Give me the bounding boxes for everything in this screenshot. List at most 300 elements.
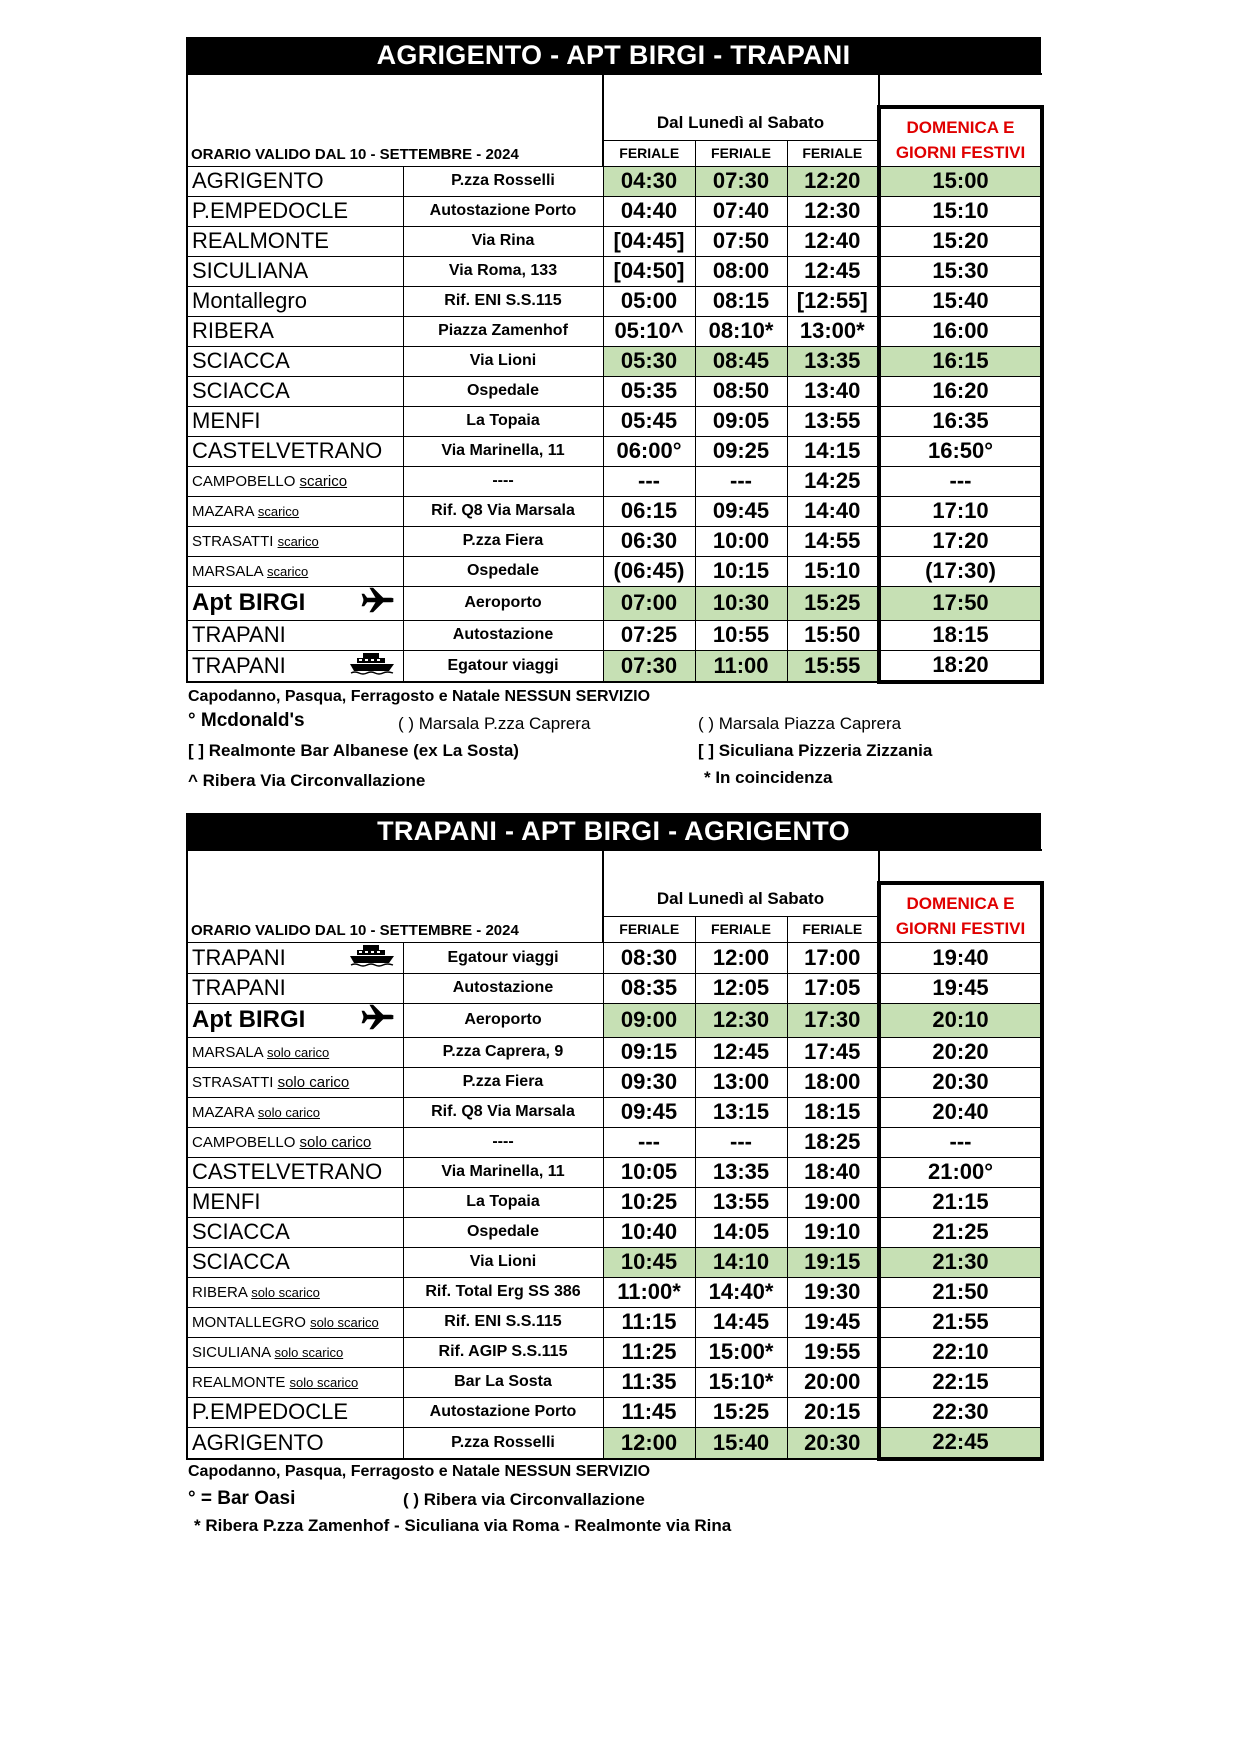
airplane-icon <box>361 587 395 620</box>
time-cell: 12:45 <box>787 256 879 286</box>
stop-name-wrap <box>192 1006 305 1034</box>
stop-name-wrap <box>192 168 324 194</box>
time-cell: 11:45 <box>603 1397 695 1427</box>
stop-name-wrap <box>192 198 348 224</box>
time-cell: 19:45 <box>787 1307 879 1337</box>
place-cell: Ospedale <box>403 376 603 406</box>
time-cell: [04:45] <box>603 226 695 256</box>
stop-name: SCIACCA <box>192 378 290 403</box>
stop-cell <box>187 620 403 650</box>
table-row <box>187 526 1042 556</box>
weekday-header: Dal Lunedì al Sabato <box>603 107 879 140</box>
ferry-icon <box>349 651 395 681</box>
col-feriale: FERIALE <box>695 140 787 166</box>
holiday-header-line1: DOMENICA E <box>879 107 1042 140</box>
stop-name-wrap <box>192 1074 349 1091</box>
time-cell: 06:15 <box>603 496 695 526</box>
stop-note: scarico <box>299 472 348 490</box>
note: * In coincidenza <box>704 768 833 787</box>
stop-cell <box>187 1157 403 1187</box>
time-cell: 07:50 <box>695 226 787 256</box>
holiday-time-cell: 21:55 <box>879 1307 1042 1337</box>
time-cell: 10:40 <box>603 1217 695 1247</box>
stop-cell-inner <box>192 975 403 1001</box>
time-cell: 20:00 <box>787 1367 879 1397</box>
table-row <box>187 1003 1042 1037</box>
time-cell: 15:00* <box>695 1337 787 1367</box>
col-feriale: FERIALE <box>603 140 695 166</box>
table-row <box>187 406 1042 436</box>
stop-name: SCIACCA <box>192 348 290 373</box>
time-cell: 08:45 <box>695 346 787 376</box>
time-cell: 12:00 <box>695 942 787 973</box>
time-cell: 09:05 <box>695 406 787 436</box>
stop-note: solo carico <box>299 1133 372 1151</box>
stop-name-wrap <box>192 438 382 464</box>
time-cell: 19:55 <box>787 1337 879 1367</box>
stop-name-wrap <box>192 589 305 617</box>
time-cell: 13:00 <box>695 1067 787 1097</box>
place-cell: La Topaia <box>403 1187 603 1217</box>
stop-name-wrap <box>192 408 260 434</box>
place-cell: Via Rina <box>403 226 603 256</box>
time-cell: --- <box>695 1127 787 1157</box>
holiday-time-cell: 18:20 <box>879 650 1042 682</box>
time-cell: 12:20 <box>787 166 879 196</box>
airplane-icon <box>361 1004 395 1037</box>
time-cell: 09:15 <box>603 1037 695 1067</box>
table-row <box>187 1097 1042 1127</box>
time-cell: 07:00 <box>603 586 695 620</box>
holiday-time-cell: 20:40 <box>879 1097 1042 1127</box>
stop-cell-inner <box>192 1314 403 1331</box>
stop-name-wrap <box>192 503 299 520</box>
stop-cell <box>187 526 403 556</box>
stop-cell <box>187 1067 403 1097</box>
time-cell: 10:15 <box>695 556 787 586</box>
holiday-time-cell: 20:10 <box>879 1003 1042 1037</box>
holiday-time-cell: 15:00 <box>879 166 1042 196</box>
stop-cell <box>187 1397 403 1427</box>
table-row <box>187 376 1042 406</box>
table-row <box>187 1157 1042 1187</box>
holiday-time-cell: 15:20 <box>879 226 1042 256</box>
stop-name-wrap <box>192 1284 320 1301</box>
stop-name-wrap <box>192 563 308 580</box>
time-cell: 12:45 <box>695 1037 787 1067</box>
stop-cell <box>187 196 403 226</box>
time-cell: 07:40 <box>695 196 787 226</box>
place-cell: Via Lioni <box>403 1247 603 1277</box>
stop-cell-inner <box>192 1159 403 1185</box>
time-cell: 20:15 <box>787 1397 879 1427</box>
stop-name: RIBERA <box>192 318 274 343</box>
stop-cell-inner <box>192 168 403 194</box>
stop-name: MENFI <box>192 408 261 433</box>
stop-cell <box>187 256 403 286</box>
col-feriale: FERIALE <box>695 916 787 942</box>
stop-cell-inner <box>192 228 403 254</box>
note: * Ribera P.zza Zamenhof - Siculiana via Roma - Realmonte via Rina <box>194 1516 732 1535</box>
place-cell: Via Marinella, 11 <box>403 436 603 466</box>
stop-cell-inner <box>192 473 403 490</box>
note: ^ Ribera Via Circonvallazione <box>188 771 426 790</box>
stop-name-wrap <box>192 1399 348 1425</box>
time-cell: 11:00 <box>695 650 787 682</box>
stop-name-wrap <box>192 378 290 404</box>
note: Capodanno, Pasqua, Ferragosto e Natale NESSUN SERVIZIO <box>188 688 651 705</box>
time-cell: 05:00 <box>603 286 695 316</box>
holiday-time-cell: 20:30 <box>879 1067 1042 1097</box>
stop-note: solo scarico <box>251 1284 320 1300</box>
stop-name: P.EMPEDOCLE <box>192 198 349 223</box>
stop-name-wrap <box>192 1344 343 1361</box>
time-cell: 13:55 <box>695 1187 787 1217</box>
timetable <box>186 73 1044 684</box>
stop-cell <box>187 1307 403 1337</box>
col-feriale: FERIALE <box>787 916 879 942</box>
holiday-time-cell: 17:10 <box>879 496 1042 526</box>
stop-cell-inner <box>192 587 403 620</box>
time-cell: 12:40 <box>787 226 879 256</box>
stop-cell-inner <box>192 318 403 344</box>
holiday-time-cell: 16:50° <box>879 436 1042 466</box>
stop-name-wrap <box>192 258 308 284</box>
table-row <box>187 1187 1042 1217</box>
stop-cell-inner <box>192 1249 403 1275</box>
table-row <box>187 650 1042 682</box>
table-row <box>187 620 1042 650</box>
stop-cell <box>187 1217 403 1247</box>
time-cell: 18:15 <box>787 1097 879 1127</box>
place-cell: P.zza Caprera, 9 <box>403 1037 603 1067</box>
place-cell: Ospedale <box>403 556 603 586</box>
place-cell: Rif. Total Erg SS 386 <box>403 1277 603 1307</box>
table-row <box>187 942 1042 973</box>
place-cell: Autostazione <box>403 620 603 650</box>
stop-note: solo carico <box>257 1104 320 1120</box>
stop-cell <box>187 466 403 496</box>
table-row <box>187 1307 1042 1337</box>
note: ( ) Marsala Piazza Caprera <box>698 714 902 733</box>
table-row <box>187 1427 1042 1459</box>
time-cell: 10:05 <box>603 1157 695 1187</box>
stop-name: MARSALA <box>192 562 263 580</box>
table-row <box>187 286 1042 316</box>
time-cell: 14:55 <box>787 526 879 556</box>
holiday-time-cell: (17:30) <box>879 556 1042 586</box>
time-cell: 09:45 <box>603 1097 695 1127</box>
time-cell: [12:55] <box>787 286 879 316</box>
holiday-header-line2: GIORNI FESTIVI <box>879 140 1042 166</box>
time-cell: [04:50] <box>603 256 695 286</box>
stop-name: Montallegro <box>192 288 307 313</box>
table-row <box>187 973 1042 1003</box>
stop-name-wrap <box>192 1374 358 1391</box>
time-cell: 10:00 <box>695 526 787 556</box>
time-cell: 04:40 <box>603 196 695 226</box>
time-cell: 08:30 <box>603 942 695 973</box>
time-cell: --- <box>603 1127 695 1157</box>
place-cell: ---- <box>403 1127 603 1157</box>
time-cell: 15:40 <box>695 1427 787 1459</box>
holiday-time-cell: --- <box>879 466 1042 496</box>
time-cell: 06:00° <box>603 436 695 466</box>
stop-cell-inner <box>192 1344 403 1361</box>
stop-name-wrap <box>192 1430 324 1456</box>
table-row <box>187 1067 1042 1097</box>
time-cell: 08:00 <box>695 256 787 286</box>
holiday-time-cell: 21:15 <box>879 1187 1042 1217</box>
timetable-agrigento-trapani <box>186 37 1041 684</box>
time-cell: 09:25 <box>695 436 787 466</box>
time-cell: 12:05 <box>695 973 787 1003</box>
stop-name-wrap <box>192 318 274 344</box>
time-cell: 18:40 <box>787 1157 879 1187</box>
table-row <box>187 496 1042 526</box>
stop-note: solo carico <box>277 1073 350 1091</box>
stop-cell-inner <box>192 622 403 648</box>
stop-cell <box>187 406 403 436</box>
time-cell: 15:25 <box>695 1397 787 1427</box>
stop-cell <box>187 1277 403 1307</box>
table-row <box>187 196 1042 226</box>
stop-cell <box>187 586 403 620</box>
table-row <box>187 166 1042 196</box>
time-cell: 19:30 <box>787 1277 879 1307</box>
stop-name: AGRIGENTO <box>192 168 324 193</box>
note: [ ] Realmonte Bar Albanese (ex La Sosta) <box>188 741 519 760</box>
time-cell: 18:25 <box>787 1127 879 1157</box>
stop-cell-inner <box>192 533 403 550</box>
holiday-time-cell: 17:50 <box>879 586 1042 620</box>
table-row <box>187 1367 1042 1397</box>
time-cell: 19:00 <box>787 1187 879 1217</box>
stop-name: STRASATTI <box>192 532 274 550</box>
stop-name-wrap <box>192 945 286 971</box>
stop-name-wrap <box>192 1159 382 1185</box>
time-cell: 13:00* <box>787 316 879 346</box>
stop-name: REALMONTE <box>192 1373 286 1391</box>
weekday-header: Dal Lunedì al Sabato <box>603 883 879 916</box>
time-cell: 14:05 <box>695 1217 787 1247</box>
time-cell: 17:30 <box>787 1003 879 1037</box>
stop-cell-inner <box>192 943 403 973</box>
time-cell: 15:55 <box>787 650 879 682</box>
stop-name-wrap <box>192 288 307 314</box>
note: ° Mcdonald's <box>188 710 305 731</box>
stop-name-wrap <box>192 622 286 648</box>
time-cell: 12:30 <box>787 196 879 226</box>
table-row <box>187 226 1042 256</box>
place-cell: La Topaia <box>403 406 603 436</box>
place-cell: ---- <box>403 466 603 496</box>
stop-name-wrap <box>192 533 319 550</box>
stop-cell-inner <box>192 198 403 224</box>
time-cell: 17:45 <box>787 1037 879 1067</box>
table-title: AGRIGENTO - APT BIRGI - TRAPANI <box>186 37 1041 73</box>
holiday-time-cell: 22:45 <box>879 1427 1042 1459</box>
place-cell: Autostazione Porto <box>403 196 603 226</box>
time-cell: 14:10 <box>695 1247 787 1277</box>
stop-name-wrap <box>192 348 290 374</box>
col-feriale: FERIALE <box>603 916 695 942</box>
holiday-time-cell: 20:20 <box>879 1037 1042 1067</box>
time-cell: 10:55 <box>695 620 787 650</box>
time-cell: 19:15 <box>787 1247 879 1277</box>
table-row <box>187 586 1042 620</box>
table-row <box>187 1337 1042 1367</box>
holiday-time-cell: 19:45 <box>879 973 1042 1003</box>
time-cell: 13:35 <box>787 346 879 376</box>
time-cell: 11:35 <box>603 1367 695 1397</box>
stop-name: Apt BIRGI <box>192 1006 306 1033</box>
note: [ ] Siculiana Pizzeria Zizzania <box>698 741 933 760</box>
stop-name: CAMPOBELLO <box>192 1133 296 1151</box>
stop-cell <box>187 556 403 586</box>
time-cell: 08:10* <box>695 316 787 346</box>
stop-name: CASTELVETRANO <box>192 438 383 463</box>
stop-note: scarico <box>277 533 319 549</box>
stop-name: RIBERA <box>192 1283 248 1301</box>
holiday-time-cell: 15:10 <box>879 196 1042 226</box>
time-cell: 06:30 <box>603 526 695 556</box>
stop-name-wrap <box>192 1134 371 1151</box>
stop-cell <box>187 1003 403 1037</box>
time-cell: 08:50 <box>695 376 787 406</box>
holiday-time-cell: 22:30 <box>879 1397 1042 1427</box>
time-cell: 18:00 <box>787 1067 879 1097</box>
holiday-time-cell: 21:50 <box>879 1277 1042 1307</box>
col-feriale: FERIALE <box>787 140 879 166</box>
stop-name: P.EMPEDOCLE <box>192 1399 349 1424</box>
place-cell: P.zza Fiera <box>403 526 603 556</box>
time-cell: 09:00 <box>603 1003 695 1037</box>
note: ° = Bar Oasi <box>188 1488 296 1509</box>
time-cell: 12:00 <box>603 1427 695 1459</box>
place-cell: Via Roma, 133 <box>403 256 603 286</box>
stop-cell-inner <box>192 503 403 520</box>
stop-cell <box>187 1037 403 1067</box>
time-cell: 14:40 <box>787 496 879 526</box>
place-cell: P.zza Rosselli <box>403 166 603 196</box>
table-row <box>187 1037 1042 1067</box>
stop-name: MAZARA <box>192 502 254 520</box>
note: Capodanno, Pasqua, Ferragosto e Natale NESSUN SERVIZIO <box>188 1463 651 1480</box>
note: ( ) Ribera via Circonvallazione <box>403 1490 645 1509</box>
place-cell: Rif. ENI S.S.115 <box>403 286 603 316</box>
stop-cell-inner <box>192 348 403 374</box>
holiday-time-cell: 16:35 <box>879 406 1042 436</box>
holiday-time-cell: --- <box>879 1127 1042 1157</box>
stop-cell-inner <box>192 288 403 314</box>
stop-cell-inner <box>192 438 403 464</box>
holiday-time-cell: 17:20 <box>879 526 1042 556</box>
time-cell: 20:30 <box>787 1427 879 1459</box>
stop-note: solo scarico <box>274 1344 344 1360</box>
stop-name-wrap <box>192 473 347 490</box>
stop-cell-inner <box>192 1219 403 1245</box>
time-cell: 19:10 <box>787 1217 879 1247</box>
place-cell: Rif. Q8 Via Marsala <box>403 1097 603 1127</box>
stop-cell <box>187 650 403 682</box>
stop-cell <box>187 1367 403 1397</box>
stop-name: STRASATTI <box>192 1073 274 1091</box>
stop-name-wrap <box>192 1219 290 1245</box>
time-cell: 15:25 <box>787 586 879 620</box>
table-row <box>187 1127 1042 1157</box>
ferry-icon <box>349 943 395 973</box>
timetable <box>186 849 1044 1461</box>
stop-cell-inner <box>192 1134 403 1151</box>
stop-cell-inner <box>192 1189 403 1215</box>
stop-note: scarico <box>257 503 300 519</box>
place-cell: Autostazione Porto <box>403 1397 603 1427</box>
time-cell: 09:30 <box>603 1067 695 1097</box>
stop-cell <box>187 1427 403 1459</box>
holiday-header-line1: DOMENICA E <box>879 883 1042 916</box>
stop-cell <box>187 346 403 376</box>
time-cell: --- <box>695 466 787 496</box>
note: ( ) Marsala P.zza Caprera <box>398 714 591 733</box>
place-cell: Aeroporto <box>403 586 603 620</box>
time-cell: 05:30 <box>603 346 695 376</box>
holiday-time-cell: 22:10 <box>879 1337 1042 1367</box>
stop-cell-inner <box>192 1374 403 1391</box>
stop-cell <box>187 316 403 346</box>
stop-name: TRAPANI <box>192 652 286 678</box>
stop-cell-inner <box>192 1104 403 1121</box>
stop-cell <box>187 1337 403 1367</box>
stop-name-wrap <box>192 1249 290 1275</box>
validity-label: ORARIO VALIDO DAL 10 - SETTEMBRE - 2024 <box>191 145 519 163</box>
holiday-time-cell: 16:20 <box>879 376 1042 406</box>
place-cell: Rif. AGIP S.S.115 <box>403 1337 603 1367</box>
holiday-time-cell: 21:30 <box>879 1247 1042 1277</box>
table-row <box>187 1397 1042 1427</box>
time-cell: 15:10* <box>695 1367 787 1397</box>
place-cell: Via Marinella, 11 <box>403 1157 603 1187</box>
stop-cell-inner <box>192 1284 403 1301</box>
stop-name-wrap <box>192 653 286 679</box>
stop-name: CASTELVETRANO <box>192 1159 383 1184</box>
stop-name-wrap <box>192 1104 320 1121</box>
time-cell: 11:00* <box>603 1277 695 1307</box>
stop-cell <box>187 1247 403 1277</box>
place-cell: P.zza Fiera <box>403 1067 603 1097</box>
time-cell: 11:25 <box>603 1337 695 1367</box>
stop-name: Apt BIRGI <box>192 589 306 616</box>
holiday-time-cell: 15:30 <box>879 256 1042 286</box>
stop-name: CAMPOBELLO <box>192 472 296 490</box>
stop-cell <box>187 942 403 973</box>
time-cell: 14:15 <box>787 436 879 466</box>
stop-name: SICULIANA <box>192 258 309 283</box>
place-cell: Autostazione <box>403 973 603 1003</box>
stop-cell <box>187 166 403 196</box>
stop-name: SCIACCA <box>192 1219 290 1244</box>
time-cell: 13:15 <box>695 1097 787 1127</box>
time-cell: 13:55 <box>787 406 879 436</box>
stop-cell-inner <box>192 258 403 284</box>
table-row <box>187 346 1042 376</box>
time-cell: 13:35 <box>695 1157 787 1187</box>
holiday-time-cell: 22:15 <box>879 1367 1042 1397</box>
time-cell: 07:30 <box>695 166 787 196</box>
stop-cell-inner <box>192 1074 403 1091</box>
stop-cell <box>187 436 403 466</box>
stop-name: TRAPANI <box>192 622 286 647</box>
